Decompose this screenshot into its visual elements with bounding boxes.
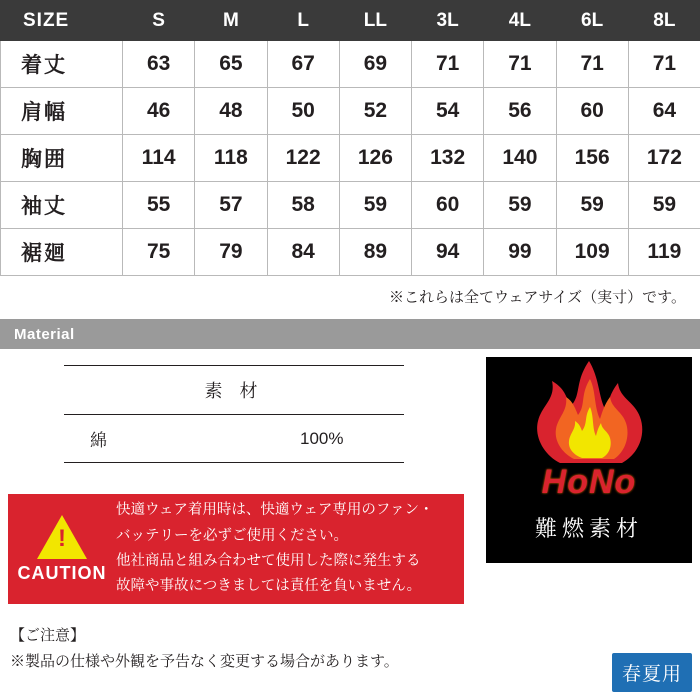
footer-note-title: 【ご注意】 [10, 627, 86, 644]
size-header-8l: 8L [628, 1, 700, 41]
size-table-header [1, 1, 700, 41]
table-cell: 59 [628, 182, 700, 229]
table-cell: 56 [484, 88, 556, 135]
table-header-row [1, 1, 700, 41]
table-cell: 122 [267, 135, 339, 182]
table-cell: 89 [339, 229, 411, 276]
row-label: 肩幅 [1, 88, 123, 135]
row-label: 裾廻 [1, 229, 123, 276]
row-label: 袖丈 [1, 182, 123, 229]
table-cell: 59 [484, 182, 556, 229]
table-row [1, 88, 700, 135]
caution-line: バッテリーを必ずご使用ください。 [116, 527, 348, 544]
table-cell: 52 [339, 88, 411, 135]
table-cell: 118 [195, 135, 267, 182]
table-cell: 71 [556, 41, 628, 88]
material-section-title: Material [0, 319, 700, 349]
size-header-4l: 4L [484, 1, 556, 41]
table-cell: 69 [339, 41, 411, 88]
table-cell: 132 [412, 135, 484, 182]
table-cell: 109 [556, 229, 628, 276]
table-cell: 71 [412, 41, 484, 88]
table-cell: 172 [628, 135, 700, 182]
table-row [64, 415, 404, 463]
table-cell: 65 [195, 41, 267, 88]
table-cell: 59 [339, 182, 411, 229]
size-table [0, 0, 700, 276]
table-cell: 94 [412, 229, 484, 276]
footer-note-line: ※製品の仕様や外観を予告なく変更する場合があります。 [10, 653, 399, 671]
material-table [64, 365, 404, 463]
caution-line: 他社商品と組み合わせて使用した際に発生する [116, 553, 421, 569]
size-header-label: SIZE [1, 1, 123, 41]
table-row [1, 135, 700, 182]
table-cell: 60 [412, 182, 484, 229]
caution-icon-group [8, 515, 116, 584]
hono-subtitle: 難燃素材 [534, 516, 643, 541]
footer-notes [0, 617, 700, 676]
size-header-m: M [195, 1, 267, 41]
size-header-s: S [123, 1, 195, 41]
table-cell: 55 [123, 182, 195, 229]
warning-triangle-icon [37, 515, 87, 559]
caution-text [116, 498, 442, 600]
caution-line: 故障や事故につきましては責任を負いません。 [116, 578, 422, 595]
table-cell: 99 [484, 229, 556, 276]
table-cell: 126 [339, 135, 411, 182]
hono-logo [486, 357, 692, 563]
table-cell: 79 [195, 229, 267, 276]
table-row [1, 229, 700, 276]
table-cell: 64 [628, 88, 700, 135]
size-header-3l: 3L [412, 1, 484, 41]
caution-box [8, 494, 464, 604]
table-cell: 71 [484, 41, 556, 88]
material-section [0, 349, 700, 617]
table-cell: 57 [195, 182, 267, 229]
table-cell: 75 [123, 229, 195, 276]
flame-icon [486, 357, 692, 469]
table-cell: 71 [628, 41, 700, 88]
material-table-header: 素 材 [64, 365, 404, 415]
row-label: 着丈 [1, 41, 123, 88]
table-cell: 114 [123, 135, 195, 182]
table-cell: 60 [556, 88, 628, 135]
table-cell: 119 [628, 229, 700, 276]
caution-line: 快適ウェア着用時は、快適ウェア専用のファン・ [116, 502, 434, 519]
table-cell: 140 [484, 135, 556, 182]
material-name: 綿 [90, 431, 107, 450]
size-header-l: L [267, 1, 339, 41]
table-cell: 59 [556, 182, 628, 229]
table-cell: 54 [412, 88, 484, 135]
table-cell: 67 [267, 41, 339, 88]
size-table-body [1, 41, 700, 276]
table-cell: 58 [267, 182, 339, 229]
table-cell: 63 [123, 41, 195, 88]
season-badge: 春夏用 [612, 653, 692, 692]
size-header-ll: LL [339, 1, 411, 41]
table-cell: 84 [267, 229, 339, 276]
row-label: 胸囲 [1, 135, 123, 182]
table-cell: 156 [556, 135, 628, 182]
size-table-note: ※これらは全てウェアサイズ（実寸）です。 [388, 289, 686, 306]
table-cell: 50 [267, 88, 339, 135]
material-value: 100% [300, 428, 344, 448]
table-row [1, 182, 700, 229]
table-cell: 46 [123, 88, 195, 135]
caution-label: CAUTION [17, 562, 107, 583]
table-cell: 48 [195, 88, 267, 135]
size-header-6l: 6L [556, 1, 628, 41]
table-row [1, 41, 700, 88]
hono-brand-text: HoNo [541, 463, 637, 501]
flame-svg [504, 359, 674, 469]
